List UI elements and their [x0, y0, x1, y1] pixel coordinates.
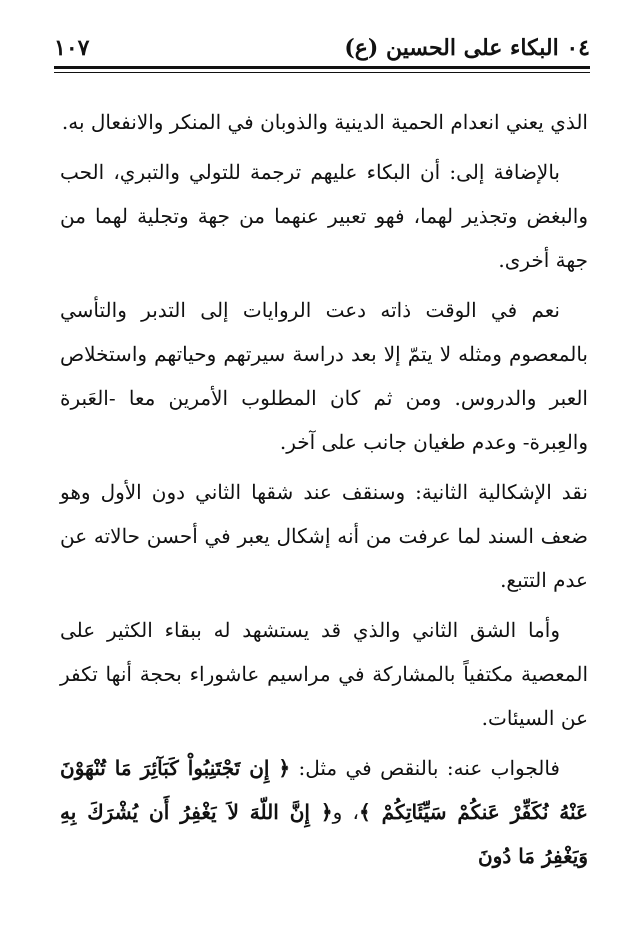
- quran-quote-2: ﴿ إِنَّ اللّهَ لاَ يَغْفِرُ أَن يُشْرَكَ بِهِ وَيَغْفِرُ مَا دُونَ: [60, 800, 588, 868]
- header-rule-thick: [54, 66, 590, 69]
- running-header: [54, 30, 590, 66]
- answer-lead: فالجواب عنه: بالنقص في مثل:: [290, 756, 560, 780]
- quran-quote-1: ﴿ إِن تَجْتَنِبُواْ كَبَآئِرَ مَا تُنْهَوْنَ عَنْهُ نُكَفِّرْ عَنكُمْ سَيِّئَاتِكُمْ ﴾: [60, 756, 588, 824]
- paragraph-1: الذي يعني انعدام الحمية الدينية والذوبان في المنكر والانفعال به.: [61, 110, 588, 134]
- paragraph-2: بالإضافة إلى: أن البكاء عليهم ترجمة للتولي والتبري، الحب والبغض وتجذير لهما، فهو تعبير عنهما من جهة وتجلية لهما من جهة أخرى.: [60, 160, 588, 272]
- chapter-title: ٠٤ البكاء على الحسين (ع): [344, 35, 590, 61]
- quote-connector: ، و: [332, 800, 359, 824]
- body-text: [60, 100, 588, 884]
- paragraph-6: [60, 746, 588, 878]
- header-rule-thin: [54, 72, 590, 73]
- paragraph-4: نقد الإشكالية الثانية: وسنقف عند شقها الثاني دون الأول وهو ضعف السند لما عرفت من أنه إشكال يعبر في أحسن حالاته عن عدم التتبع.: [60, 480, 588, 592]
- page-number: ١٠٧: [54, 35, 90, 61]
- paragraph-5: وأما الشق الثاني والذي قد يستشهد له ببقاء الكثير على المعصية مكتفياً بالمشاركة في مراسيم عاشوراء بحجة أنها تكفر عن السيئات.: [60, 618, 588, 730]
- paragraph-3: نعم في الوقت ذاته دعت الروايات إلى التدبر والتأسي بالمعصوم ومثله لا يتمّ إلا بعد دراسة سيرتهم وحياتهم واستخلاص العبر والدروس. ومن ثم كان المطلوب الأمرين معا -العَبرة والعِبرة- وعدم طغيان جانب على آخر.: [60, 298, 588, 454]
